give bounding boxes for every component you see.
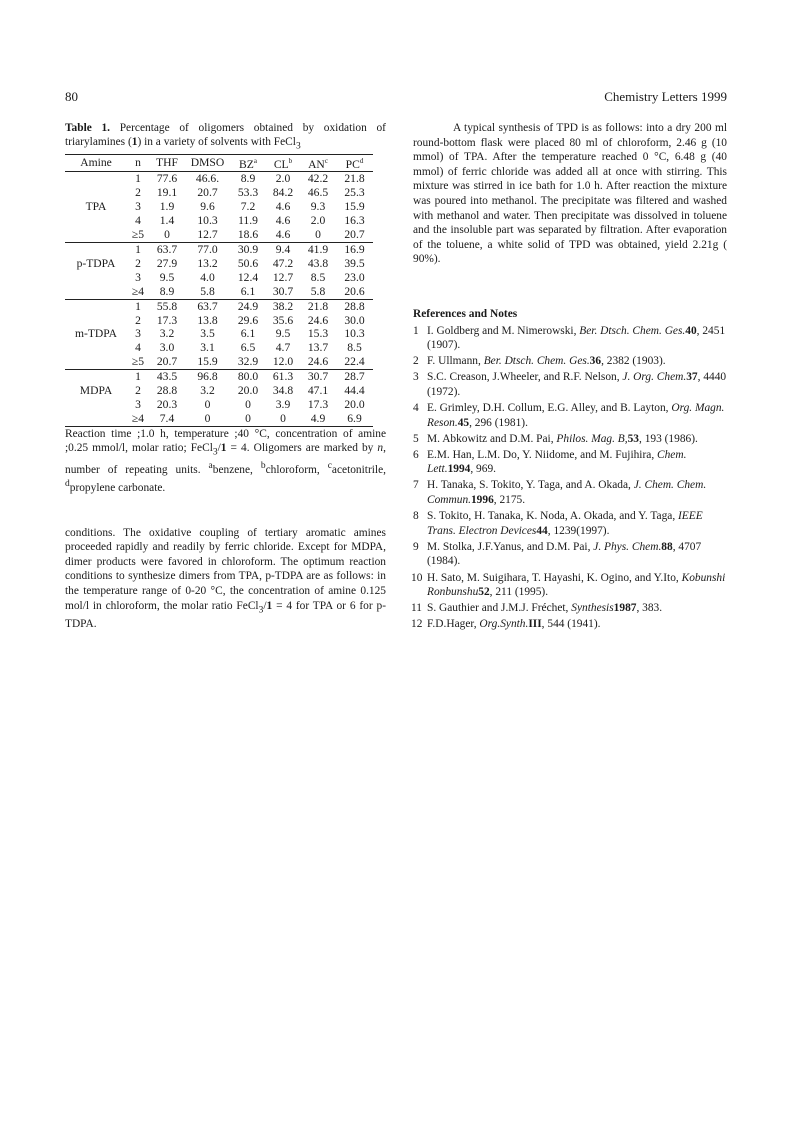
table-cell: 0: [245, 397, 251, 411]
amine-cell: [65, 370, 127, 384]
table-cell: 80.0: [237, 370, 259, 384]
table-cell: 44.4: [344, 384, 365, 398]
table-row: [65, 355, 373, 369]
table-cell: 23.0: [344, 270, 365, 284]
table-cell: 63.7: [197, 299, 218, 313]
table-cell: 9.5: [159, 270, 175, 284]
amine-cell: [65, 314, 127, 328]
table-cell: 13.7: [307, 341, 329, 355]
amine-cell: p-TDPA: [76, 256, 116, 270]
table-cell: 1.4: [159, 214, 175, 228]
table-cell: 0: [300, 228, 336, 242]
table-cell: 3.1: [200, 341, 215, 355]
table-cell: 1: [135, 242, 141, 256]
table-cell: 6.5: [240, 341, 256, 355]
reference-item: 10 H. Sato, M. Suigihara, T. Hayashi, K. Ogino, and Y.Ito, Kobunshi Ronbunshu52, 211 (1995).: [411, 571, 726, 599]
table-cell: 29.6: [237, 313, 259, 327]
table-cell: 1: [135, 172, 141, 186]
table-cell: 12.7: [272, 270, 294, 284]
table-cell: 22.4: [336, 355, 373, 369]
table-footnote: Reaction time ;1.0 h, temperature ;40 °C, concentration of amine ;0.25 mmol/l, molar ratio; FeCl$_3$/1 = 4. Oligomers are marked by n, number of repeating units. $^a$benzene, $^b$chloroform, $^c$acetonitrile, $^d$propylene carbonate.: [65, 427, 386, 494]
table-cell: 4: [135, 214, 141, 228]
table-cell: 13.2: [197, 256, 218, 270]
table-cell: 2: [135, 384, 141, 398]
table-cell: 13.8: [197, 313, 218, 327]
amine-cell: [65, 355, 127, 369]
table-cell: 7.2: [240, 200, 256, 214]
table-cell: 9.6: [200, 200, 215, 214]
amine-group: [65, 370, 373, 427]
table-cell: 2.0: [275, 172, 291, 186]
synthesis-paragraph: A typical synthesis of TPD is as follows: into a dry 200 ml round-bottom flask were placed 80 ml of chloroform, 2.46 g (10 mmol) of TPA. After the temperature reached 0 °C, 6.48 g (40 mmol) of ferric chloride was added all at once with stirring. This mixture was stirred in ice bath for 1.0 h. After reaction the mixture was poured into methanol. The precipitate was filtered and washed with methanol and water. Then precipitate was dissolved in toluene and the insoluble part was separated by filtration. After evaporation of the toluene, a white solid of TPD was obtained, yield 2.21g ( 90%).: [413, 122, 727, 266]
table-cell: 42.2: [307, 172, 329, 186]
table-cell: 2.0: [310, 214, 326, 228]
table-row: [65, 271, 373, 285]
table-cell: 15.3: [307, 327, 329, 341]
amine-cell: [65, 242, 127, 256]
table-cell: 77.0: [197, 242, 218, 256]
amine-cell: MDPA: [79, 384, 113, 398]
table-cell: 24.6: [300, 355, 336, 369]
table-cell: 8.9: [149, 285, 185, 299]
table-cell: 25.3: [344, 186, 365, 200]
table-caption: [65, 121, 386, 154]
amine-cell: [65, 214, 127, 228]
table-cell: 8.5: [310, 270, 326, 284]
table-cell: 0: [230, 412, 266, 426]
table-cell: 18.6: [230, 228, 266, 242]
column-header: THF: [149, 154, 185, 172]
table-cell: 20.6: [336, 285, 373, 299]
column-header: $BZ^a$: [230, 154, 266, 172]
table-cell: 15.9: [344, 200, 365, 214]
table-cell: 84.2: [272, 186, 294, 200]
reference-item: 3 S.C. Creason, J.Wheeler, and R.F. Nelson, J. Org. Chem.37, 4440 (1972).: [413, 371, 727, 398]
table-cell: 12.0: [266, 355, 300, 369]
reference-item: 9 M. Stolka, J.F.Yanus, and D.M. Pai, J. Phys. Chem.88, 4707 (1984).: [413, 540, 702, 568]
table-cell: 4.6: [275, 200, 291, 214]
table-row: [65, 412, 373, 426]
table-cell: 20.3: [156, 397, 178, 411]
table-cell: 15.9: [185, 355, 230, 369]
table-cell: 27.9: [156, 256, 178, 270]
caption-text: Percentage of oligomers obtained by oxidation of triarylamines (: [65, 122, 386, 149]
amine-cell: [65, 412, 127, 426]
table-cell: 77.6: [156, 172, 178, 186]
table-cell: 3.0: [159, 341, 175, 355]
table-row: [65, 285, 373, 299]
table-row: [65, 228, 373, 242]
table-row: [65, 327, 373, 341]
table-cell: 3.9: [275, 397, 291, 411]
reference-list: [413, 324, 727, 632]
right-column: [413, 121, 727, 633]
reference-item: 12 F.D.Hager, Org.Synth.III, 544 (1941).: [411, 618, 601, 631]
table-cell: 1: [135, 299, 141, 313]
table-cell: 16.9: [344, 242, 365, 256]
table-row: [65, 384, 373, 398]
table-cell: 3: [135, 327, 141, 341]
table-row: [65, 200, 373, 214]
amine-cell: [65, 398, 127, 412]
table-cell: 4.6: [275, 214, 291, 228]
column-header: $AN^c$: [300, 154, 336, 172]
table-cell: 30.0: [344, 313, 365, 327]
table-cell: 12.7: [185, 228, 230, 242]
table-row: [65, 370, 373, 384]
table-cell: 43.8: [307, 256, 329, 270]
table-cell: 17.3: [307, 397, 329, 411]
table-cell: 39.5: [344, 256, 365, 270]
column-header: n: [127, 154, 149, 172]
table-cell: 17.3: [156, 313, 178, 327]
table-row: [65, 172, 373, 186]
table-cell: 41.9: [307, 242, 329, 256]
table-cell: 3.2: [200, 384, 215, 398]
amine-cell: [65, 172, 127, 186]
column-header: Amine: [65, 154, 127, 172]
references-heading: References and Notes: [413, 307, 518, 320]
reference-item: 6 E.M. Han, L.M. Do, Y. Niidome, and M. Fujihira, Chem. Lett.1994, 969.: [413, 448, 687, 476]
page-number: 80: [65, 89, 78, 104]
amine-group: [65, 242, 373, 299]
table-cell: 30.7: [307, 370, 329, 384]
journal-header: Chemistry Letters 1999: [604, 89, 727, 104]
table-cell: 50.6: [237, 256, 259, 270]
amine-cell: [65, 285, 127, 299]
table-cell: ≥4: [127, 412, 149, 426]
table-cell: 46.5: [307, 186, 329, 200]
table-cell: 6.1: [240, 327, 256, 341]
table-cell: 1: [135, 370, 141, 384]
table-cell: 53.3: [237, 186, 259, 200]
table-cell: 4.9: [300, 412, 336, 426]
reference-item: 1 I. Goldberg and M. Nimerowski, Ber. Dtsch. Chem. Ges.40, 2451 (1907).: [413, 324, 726, 352]
table-row: [65, 299, 373, 313]
table-cell: 38.2: [272, 299, 294, 313]
table-cell: ≥4: [127, 285, 149, 299]
amine-cell: [65, 299, 127, 313]
table-cell: 8.5: [347, 341, 362, 355]
table-cell: 20.0: [344, 397, 365, 411]
table-cell: 4: [135, 341, 141, 355]
table-header-row: [65, 154, 373, 172]
table-cell: 24.9: [237, 299, 259, 313]
table-cell: 30.7: [266, 285, 300, 299]
table-cell: 5.8: [300, 285, 336, 299]
left-column: [65, 121, 386, 632]
table-cell: 96.8: [197, 370, 218, 384]
reference-item: 8 S. Tokito, H. Tanaka, K. Noda, A. Okada, and Y. Taga, IEEE Trans. Electron Devices44, 1239(1997).: [413, 510, 703, 537]
table-cell: 43.5: [156, 370, 178, 384]
table-cell: 47.1: [307, 384, 329, 398]
amine-cell: [65, 228, 127, 242]
amine-group: [65, 299, 373, 370]
table-cell: 16.3: [344, 214, 365, 228]
table-cell: 35.6: [272, 313, 294, 327]
table-cell: 3.5: [200, 327, 215, 341]
table-cell: 20.7: [336, 228, 373, 242]
table-cell: 0: [149, 228, 185, 242]
amine-cell: [65, 186, 127, 200]
table-row: [65, 242, 373, 256]
table-cell: ≥5: [127, 355, 149, 369]
amine-cell: [65, 271, 127, 285]
table-cell: 2: [135, 186, 141, 200]
table-cell: ≥5: [127, 228, 149, 242]
table-cell: 5.8: [185, 285, 230, 299]
amine-cell: m-TDPA: [74, 327, 118, 341]
table-cell: 8.9: [240, 172, 256, 186]
table-cell: 9.4: [275, 242, 291, 256]
column-header: DMSO: [185, 154, 230, 172]
reference-item: 2 F. Ullmann, Ber. Dtsch. Chem. Ges.36, 2382 (1903).: [413, 355, 666, 368]
table-cell: 9.5: [275, 327, 291, 341]
table-cell: 28.8: [344, 299, 365, 313]
table-cell: 0: [204, 397, 211, 411]
caption-text-end: ) in a variety of solvents with FeCl: [137, 136, 296, 149]
table-cell: 28.8: [156, 384, 178, 398]
amine-group: [65, 172, 373, 243]
table-cell: 12.4: [237, 270, 259, 284]
table-cell: 34.8: [272, 384, 294, 398]
table-cell: 0: [266, 412, 300, 426]
table-cell: 3: [135, 270, 141, 284]
table-cell: 63.7: [156, 242, 178, 256]
table-cell: 2: [135, 313, 141, 327]
table-cell: 0: [185, 412, 230, 426]
table-cell: 3.2: [159, 327, 175, 341]
table-cell: 4.0: [200, 270, 215, 284]
table-cell: 20.0: [237, 384, 259, 398]
amine-cell: [65, 341, 127, 355]
table-cell: 9.3: [310, 200, 326, 214]
reference-item: 11 S. Gauthier and J.M.J. Fréchet, Synthesis1987, 383.: [411, 602, 663, 615]
table-cell: 46.6.: [195, 172, 220, 186]
table-cell: 47.2: [272, 256, 294, 270]
table-cell: 3: [135, 397, 141, 411]
table-cell: 7.4: [149, 412, 185, 426]
table-cell: 28.7: [344, 370, 365, 384]
oligomer-table: [65, 154, 373, 427]
table-cell: 30.9: [237, 242, 259, 256]
table-cell: 4.7: [275, 341, 291, 355]
table-cell: 11.9: [238, 214, 258, 228]
table-cell: 55.8: [156, 299, 178, 313]
table-row: [65, 398, 373, 412]
table-cell: 3: [135, 200, 141, 214]
amine-cell: TPA: [85, 200, 107, 214]
table-cell: 20.7: [149, 355, 185, 369]
table-cell: 10.3: [344, 327, 365, 341]
table-row: [65, 341, 373, 355]
table-label: Table 1.: [65, 122, 111, 134]
table-cell: 19.1: [156, 186, 178, 200]
reference-item: 4 E. Grimley, D.H. Collum, E.G. Alley, and B. Layton, Org. Magn. Reson.45, 296 (1981).: [413, 402, 725, 429]
table-cell: 61.3: [272, 370, 294, 384]
table-cell: 6.1: [230, 285, 266, 299]
table-cell: 6.9: [336, 412, 373, 426]
caption-sub: 3: [295, 141, 301, 152]
table-cell: 10.3: [197, 214, 218, 228]
table-row: [65, 314, 373, 328]
table-cell: 21.8: [307, 299, 329, 313]
reference-item: 7 H. Tanaka, S. Tokito, Y. Taga, and A. Okada, J. Chem. Chem. Commun.1996, 2175.: [413, 479, 707, 507]
table-row: [65, 257, 373, 271]
table-row: [65, 214, 373, 228]
column-header: $PC^d$: [336, 154, 373, 172]
column-header: $CL^b$: [266, 154, 300, 172]
table-row: [65, 186, 373, 200]
table-cell: 1.9: [159, 200, 175, 214]
reference-item: 5 M. Abkowitz and D.M. Pai, Philos. Mag. B,53, 193 (1986).: [413, 432, 698, 445]
table-cell: 2: [135, 256, 141, 270]
left-body-paragraph: conditions. The oxidative coupling of tertiary aromatic amines proceeded rapidly and readily by ferric chloride. Except for MDPA, dimer products were favored in chloroform. The optimum reaction conditions to synthesize dimers from TPA, p-TDPA are as follows: in the temperature range of 0-20 °C, the concentration of amine 0.125 mol/l in chloroform, the molar ratio FeCl$_3$/1 = 4 for TPA or 6 for p-TDPA.: [65, 526, 386, 631]
caption-bold: 1: [131, 136, 138, 149]
table-cell: 32.9: [230, 355, 266, 369]
table-cell: 21.8: [344, 172, 365, 186]
table-cell: 20.7: [197, 186, 218, 200]
table-cell: 4.6: [266, 228, 300, 242]
table-cell: 24.6: [307, 313, 329, 327]
